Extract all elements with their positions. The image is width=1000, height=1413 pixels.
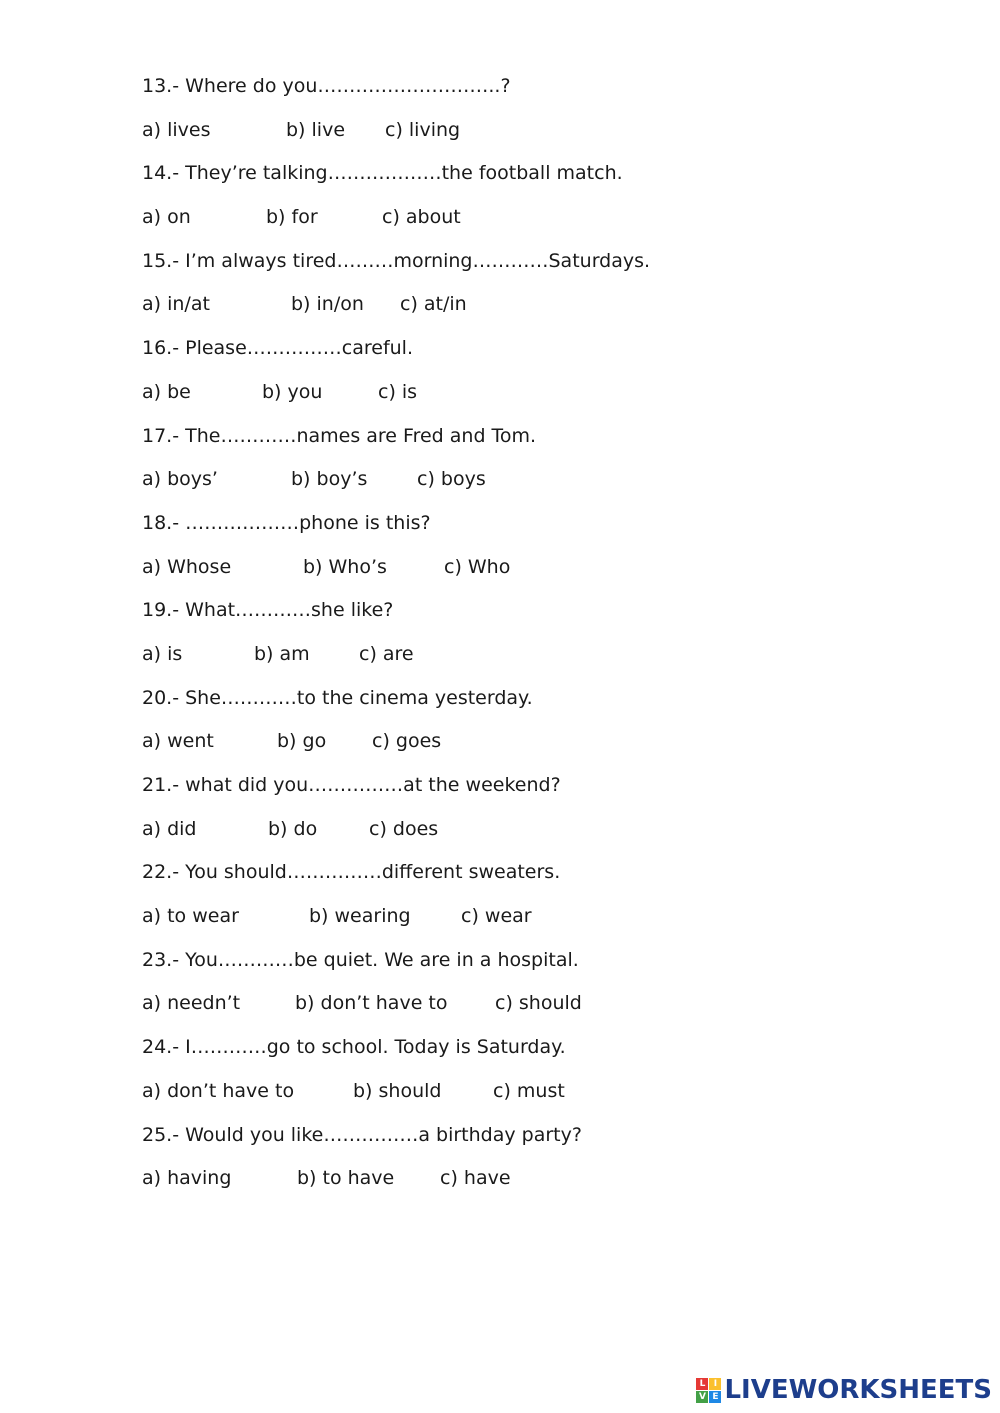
options-18	[142, 551, 902, 595]
logo-mark-cell: I	[709, 1378, 721, 1390]
question-23: 23.- You…………be quiet. We are in a hospital.	[142, 948, 579, 971]
option-14-c[interactable]: c) about	[382, 206, 461, 229]
question-25: 25.- Would you like……………a birthday party?	[142, 1123, 582, 1146]
logo-text: LIVEWORKSHEETS	[724, 1375, 992, 1405]
logo-mark-cell: L	[696, 1378, 708, 1390]
logo-mark-cell: V	[696, 1391, 708, 1403]
options-23	[142, 987, 902, 1031]
question-15: 15.- I’m always tired………morning…………Saturdays.	[142, 249, 651, 272]
liveworksheets-logo[interactable]	[696, 1375, 992, 1405]
logo-mark-cell: E	[709, 1391, 721, 1403]
option-17-b[interactable]: b) boy’s	[291, 468, 368, 491]
option-19-c[interactable]: c) are	[359, 642, 414, 665]
option-18-b[interactable]: b) Who’s	[303, 555, 387, 578]
question-13: 13.- Where do you………………………..?	[142, 75, 511, 97]
options-13	[142, 114, 902, 158]
option-15-b[interactable]: b) in/on	[291, 293, 364, 316]
question-24: 24.- I…………go to school. Today is Saturday.	[142, 1036, 566, 1059]
option-25-b[interactable]: b) to have	[297, 1167, 395, 1190]
options-19	[142, 638, 902, 682]
option-13-c[interactable]: c) living	[385, 118, 461, 141]
options-15	[142, 288, 902, 332]
question-16: 16.- Please……………careful.	[142, 337, 413, 360]
option-20-b[interactable]: b) go	[277, 730, 327, 753]
option-24-c[interactable]: c) must	[493, 1079, 565, 1102]
option-21-c[interactable]: c) does	[369, 817, 439, 840]
option-16-b[interactable]: b) you	[262, 380, 323, 403]
option-17-a[interactable]: a) boys’	[142, 468, 218, 491]
options-21	[142, 813, 902, 857]
option-17-c[interactable]: c) boys	[417, 468, 486, 491]
option-19-a[interactable]: a) is	[142, 642, 183, 665]
option-23-b[interactable]: b) don’t have to	[295, 992, 448, 1015]
option-20-c[interactable]: c) goes	[372, 730, 442, 753]
option-22-a[interactable]: a) to wear	[142, 905, 239, 928]
question-21: 21.- what did you……………at the weekend?	[142, 774, 561, 796]
question-20: 20.- She…………to the cinema yesterday.	[142, 686, 533, 709]
option-22-b[interactable]: b) wearing	[309, 905, 411, 928]
option-15-c[interactable]: c) at/in	[400, 293, 467, 316]
options-16	[142, 376, 902, 420]
option-24-a[interactable]: a) don’t have to	[142, 1079, 295, 1102]
option-21-a[interactable]: a) did	[142, 817, 197, 840]
options-22	[142, 900, 902, 944]
option-14-b[interactable]: b) for	[266, 206, 318, 229]
option-19-b[interactable]: b) am	[254, 642, 310, 665]
question-22: 22.- You should……………different sweaters.	[142, 861, 561, 884]
option-13-b[interactable]: b) live	[286, 118, 346, 141]
option-21-b[interactable]: b) do	[268, 817, 318, 840]
option-18-a[interactable]: a) Whose	[142, 555, 232, 578]
option-20-a[interactable]: a) went	[142, 730, 214, 753]
option-15-a[interactable]: a) in/at	[142, 293, 210, 316]
option-16-a[interactable]: a) be	[142, 380, 191, 403]
option-25-a[interactable]: a) having	[142, 1167, 232, 1190]
options-14	[142, 201, 902, 245]
question-18: 18.- ………………phone is this?	[142, 511, 431, 534]
option-25-c[interactable]: c) have	[440, 1167, 511, 1190]
option-13-a[interactable]: a) lives	[142, 118, 211, 141]
option-18-c[interactable]: c) Who	[444, 555, 511, 578]
option-16-c[interactable]: c) is	[378, 380, 418, 403]
question-19: 19.- What…………she like?	[142, 599, 394, 622]
options-17	[142, 463, 902, 507]
options-20	[142, 725, 902, 769]
liveworksheets-logo-mark-icon	[696, 1378, 721, 1403]
option-22-c[interactable]: c) wear	[461, 905, 532, 928]
option-23-c[interactable]: c) should	[495, 992, 582, 1015]
option-23-a[interactable]: a) needn’t	[142, 992, 241, 1015]
options-24	[142, 1075, 902, 1119]
question-14: 14.- They’re talking………………the football match.	[142, 162, 623, 185]
option-24-b[interactable]: b) should	[353, 1079, 442, 1102]
options-25	[142, 1162, 902, 1206]
question-17: 17.- The…………names are Fred and Tom.	[142, 424, 537, 447]
option-14-a[interactable]: a) on	[142, 206, 191, 229]
worksheet	[142, 70, 902, 1206]
